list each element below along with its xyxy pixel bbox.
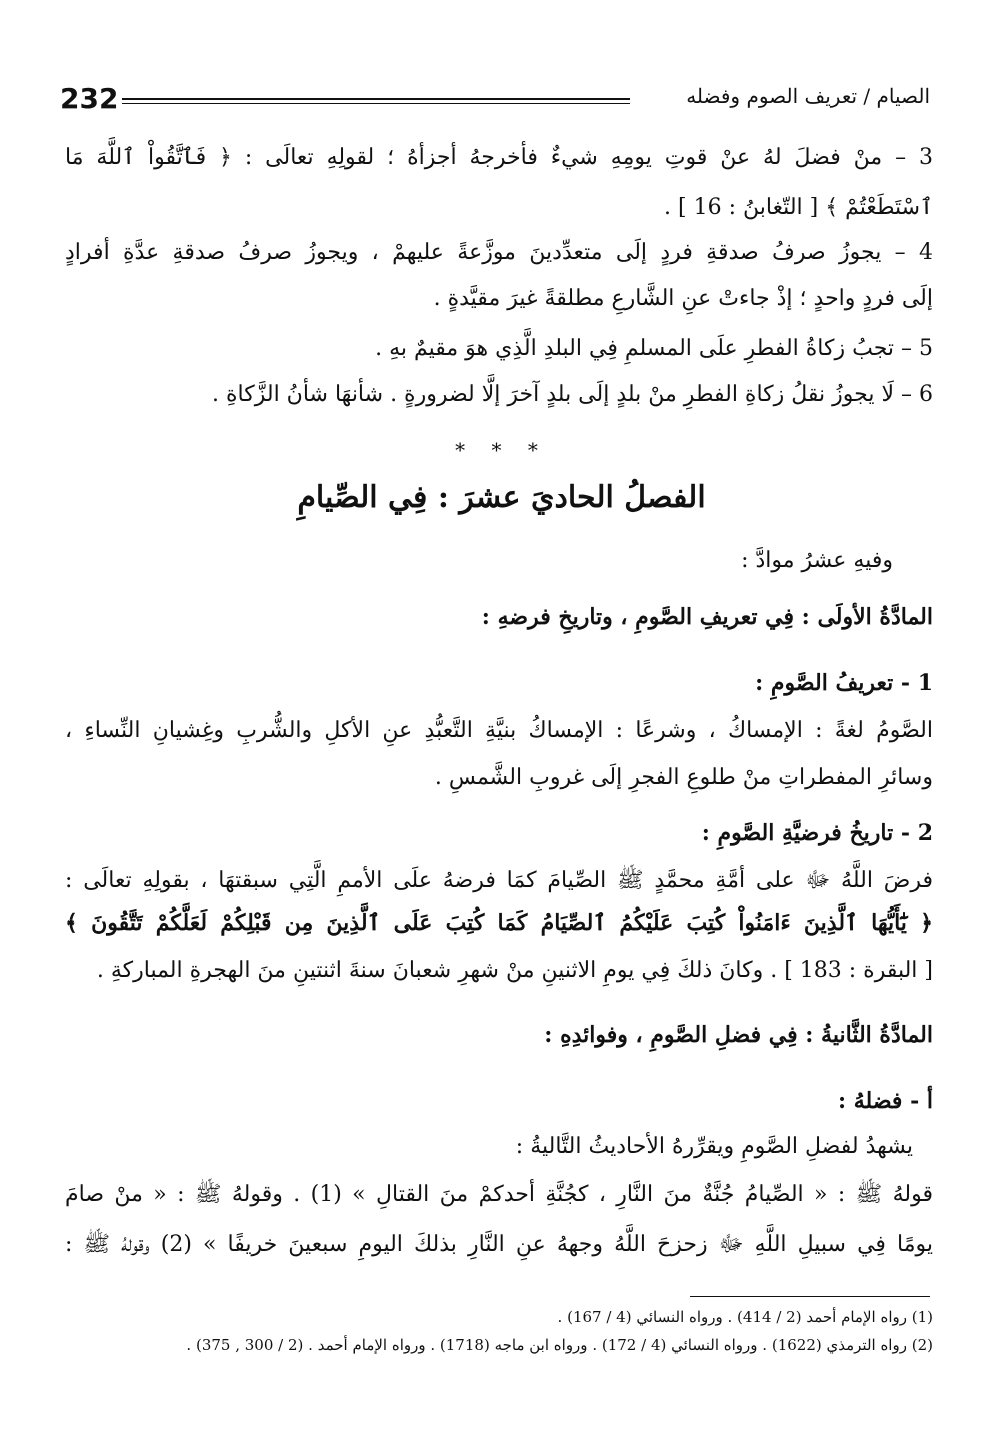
quran-verse: ﴿ يَٰٓأَيُّهَا ٱلَّذِينَ ءَامَنُواْ كُتِبَ عَلَيْكُمُ ٱلصِّيَامُ كَمَا كُتِبَ عَلَى ٱلَّذِينَ مِن قَبْلِكُمْ لَعَلَّكُمْ تَتَّقُونَ ﴾ [65,910,933,936]
line-item-4-cont: إلَى فردٍ واحدٍ ؛ إذْ جاءتْ عنِ الشَّارعِ مطلقةً غيرَ مقيَّدةٍ . [433,286,933,311]
definition-line-1: الصَّومُ لغةً : الإمساكُ ، وشرعًا : الإمساكُ بنيَّةِ التَّعبُّدِ عنِ الأكلِ والشُّربِ وغِشيانِ النِّساءِ ، [65,718,933,743]
line-item-3-cont: ٱسْتَطَعْتُمْ ﴾ [ التّغابنُ : 16 ] . [664,195,933,220]
running-title: الصيام / تعريف الصوم وفضله [686,84,930,108]
history-line-3: [ البقرة : 183 ] . وكانَ ذلكَ فِي يومِ الاثنينِ منْ شهرِ شعبانَ سنةَ اثنتينِ منَ الهجرةِ المباركةِ . [96,958,933,983]
article-2-heading: المادَّةُ الثَّانيةُ : فِي فضلِ الصَّومِ ، وفوائدِهِ : [544,1022,933,1048]
line-item-3: 3 – منْ فضلَ لهُ عنْ قوتِ يومِهِ شيءٌ فأخرجهُ أجزأهُ ؛ لقولِهِ تعالَى : ﴿ فَٱتَّقُواْ ٱللَّهَ مَا [65,145,933,170]
subheading-history: 2 - تاريخُ فرضيَّةِ الصَّومِ : [701,820,933,846]
intro-line: وفيهِ عشرُ موادَّ : [741,548,893,573]
section-separator: * * * [455,438,548,462]
definition-line-2: وسائرِ المفطراتِ منْ طلوعِ الفجرِ إلَى غروبِ الشَّمسِ . [434,765,933,790]
body-text [65,0,933,1290]
footnotes [80,1308,933,1368]
chapter-title: الفصلُ الحاديَ عشرَ : فِي الصِّيامِ [297,480,706,515]
subheading-definition: 1 - تعريفُ الصَّومِ : [755,670,933,696]
footnote-1: (1) رواه الإمام أحمد (2 / 414) . ورواه النسائي (4 / 167) . [557,1308,933,1326]
subheading-virtue: أ - فضلهُ : [837,1088,933,1114]
footnote-rule [690,1296,930,1297]
line-item-4: 4 – يجوزُ صرفُ صدقةِ فردٍ إلَى متعدِّدينَ موزَّعةً عليهمْ ، ويجوزُ صرفُ صدقةِ عدَّةِ أفرادٍ [65,240,933,265]
line-item-6: 6 – لَا يجوزُ نقلُ زكاةِ الفطرِ منْ بلدٍ إلَى بلدٍ آخرَ إلَّا لضرورةٍ . شأنهَا شأنُ الزَّكاةِ . [212,382,933,407]
page-number: 232 [60,82,119,115]
hadith-line-2: يومًا فِي سبيلِ اللَّهِ ﷻ زحزحَ اللَّهُ وجههُ عنِ النَّارِ بذلكَ اليومِ سبعينَ خريفًا » (2) وقولهُ ﷺ : [65,1232,933,1257]
history-line-1: فرضَ اللَّهُ ﷻ على أمَّةِ محمَّدٍ ﷺ الصِّيامَ كمَا فرضهُ علَى الأممِ الَّتِي سبقتهَا ، بقولِهِ تعالَى : [65,868,933,893]
footnote-2: (2) رواه الترمذي (1622) . ورواه النسائي (4 / 172) . ورواه ابن ماجه (1718) . ورواه الإمام أحمد . (2 / 300 , 375) . [186,1336,933,1354]
article-1-heading: المادَّةُ الأولَى : فِي تعريفِ الصَّومِ ، وتاريخِ فرضهِ : [481,604,933,630]
virtue-intro: يشهدُ لفضلِ الصَّومِ ويقرِّرهُ الأحاديثُ التَّاليةُ : [515,1134,913,1159]
hadith-line-1: قولهُ ﷺ : « الصِّيامُ جُنَّةٌ منَ النَّارِ ، كجُنَّةِ أحدكمْ منَ القتالِ » (1) . وقولهُ ﷺ : « منْ صامَ [65,1182,933,1207]
line-item-5: 5 – تجبُ زكاةُ الفطرِ علَى المسلمِ فِي البلدِ الَّذِي هوَ مقيمٌ بهِ . [375,336,933,361]
